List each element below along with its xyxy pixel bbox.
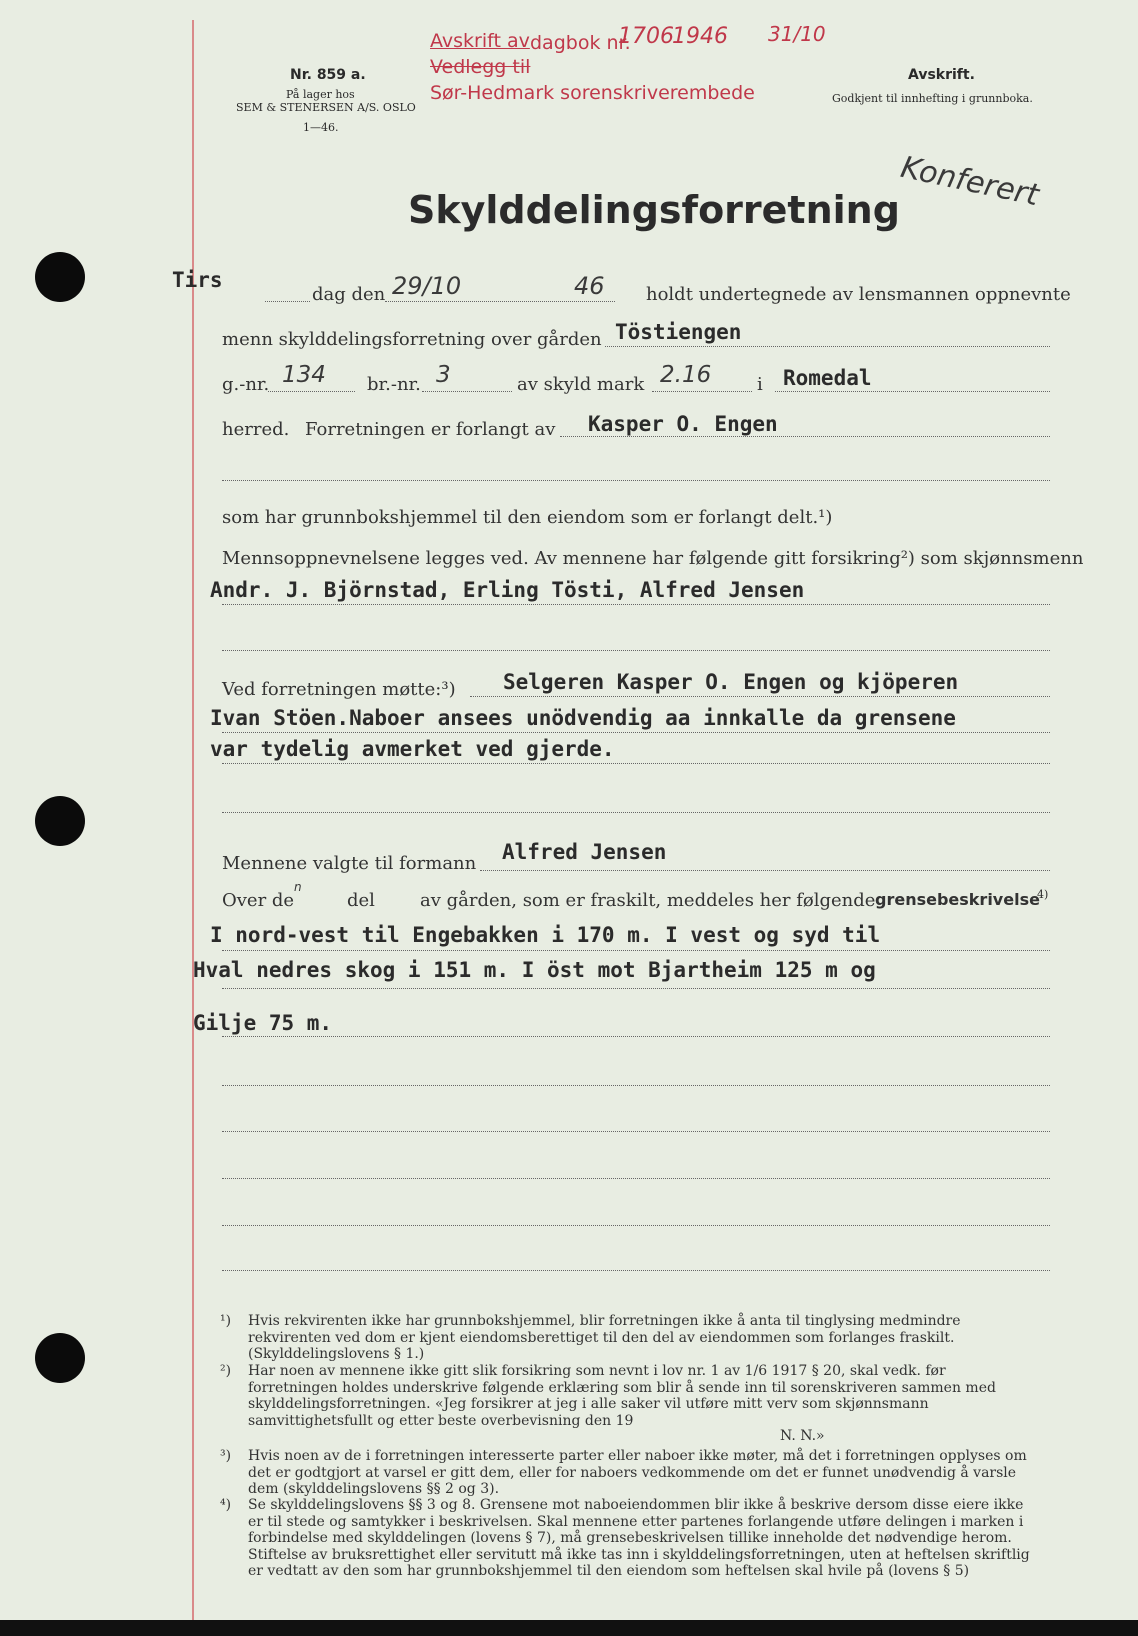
mennsopp-text: Mennsoppnevnelsene legges ved. Av mennene har følgende gitt forsikring²) som skjønnsmenn	[222, 548, 1084, 569]
stamp-year: 1946	[672, 24, 728, 49]
holdt-text: holdt undertegnede av lensmannen oppnevnte	[646, 284, 1071, 305]
date-day: 29/10	[392, 272, 462, 300]
weekday: Tirs	[172, 268, 223, 292]
herred-label: herred.	[222, 419, 290, 440]
gnr-label: g.-nr.	[222, 374, 270, 395]
farm-name: Töstiengen	[615, 320, 742, 344]
motte-line3: var tydelig avmerket ved gjerde.	[210, 737, 615, 761]
requester: Kasper O. Engen	[588, 412, 778, 436]
formann-name: Alfred Jensen	[502, 840, 667, 864]
skyld-label: av skyld mark	[517, 374, 645, 395]
stamp-dagbok-label: dagbok nr.	[530, 32, 631, 54]
desc-line3: Gilje 75 m.	[193, 1011, 333, 1035]
i-label: i	[757, 374, 763, 395]
date-year: 46	[574, 272, 605, 300]
del-label: del	[347, 890, 375, 911]
motte-line2: Ivan Stöen.Naboer ansees unödvendig aa innkalle da grensene	[210, 706, 956, 730]
footnote-3: ³) Hvis noen av de i forretningen interesserte parter eller naboer ikke møter, må det i forretningen opplyses om det er godtgjort at varsel er gitt dem, eller for naboers vedkommende om det er funnet unødvendig å varsle dem (skylddelingslovens §§ 2 og 3).	[220, 1448, 1027, 1497]
over-de-label: Over de	[222, 890, 295, 911]
punch-hole	[35, 1333, 85, 1383]
grensebeskrivelse-label: grensebeskrivelse	[875, 890, 1040, 909]
margin-line	[192, 20, 194, 1620]
over-de-sup: n	[294, 880, 302, 894]
stamp-dagbok-no: 1706	[618, 24, 674, 49]
brnr-label: br.-nr.	[367, 374, 421, 395]
stamp-office: Sør-Hedmark sorenskriverembede	[430, 82, 755, 104]
publisher-line2: SEM & STENERSEN A/S. OSLO	[236, 101, 416, 114]
fraskilt-text: av gården, som er fraskilt, meddeles her følgende	[420, 890, 876, 911]
gnr-value: 134	[282, 362, 326, 388]
stamp-avskrift: Avskrift av	[430, 30, 530, 52]
avskrift-label: Avskrift.	[908, 67, 975, 83]
brnr-value: 3	[436, 362, 451, 388]
desc-line1: I nord-vest til Engebakken i 170 m. I vest og syd til	[210, 923, 881, 947]
dag-den-label: dag den	[312, 284, 386, 305]
punch-hole	[35, 796, 85, 846]
handwritten-konferert: Konferert	[897, 150, 1042, 214]
footnote-2-signature: N. N.»	[780, 1428, 825, 1444]
grunnbok-text: som har grunnbokshjemmel til den eiendom som er forlangt delt.¹)	[222, 507, 833, 528]
motte-line1: Selgeren Kasper O. Engen og kjöperen	[503, 670, 959, 694]
form-number: Nr. 859 a.	[290, 67, 366, 83]
scan-edge	[0, 1620, 1138, 1636]
stamp-vedlegg: Vedlegg til	[430, 56, 531, 78]
stamp-date: 31/10	[768, 22, 826, 46]
motte-label: Ved forretningen møtte:³)	[222, 679, 456, 700]
desc-line2: Hval nedres skog i 151 m. I öst mot Bjartheim 125 m og	[193, 958, 876, 982]
forlangt-label: Forretningen er forlangt av	[305, 419, 556, 440]
edition: 1—46.	[303, 121, 339, 134]
herred-name: Romedal	[783, 366, 872, 390]
punch-hole	[35, 252, 85, 302]
footnote-1: ¹) Hvis rekvirenten ikke har grunnbokshjemmel, blir forretningen ikke å anta til tinglysing medmindre rekvirenten ved dom er kjent eiendomsberettiget til den del av eiendommen som forlanges fraskilt. (Skylddelingslovens § 1.)	[220, 1313, 961, 1362]
menn-text: menn skylddelingsforretning over gården	[222, 329, 602, 350]
footnote-2: ²) Har noen av mennene ikke gitt slik forsikring som nevnt i lov nr. 1 av 1/6 1917 § 20, skal vedk. før forretningen holdes underskrive følgende erklæring som blir å sende inn til sorenskriveren sammen med skylddelingsforretningen. «Jeg forsikrer at jeg i alle saker vil utføre mitt verv som skjønnsmann samvittighetsfullt og etter beste overbevisning den 19	[220, 1363, 996, 1429]
appraisers: Andr. J. Björnstad, Erling Tösti, Alfred Jensen	[210, 578, 805, 602]
skyld-value: 2.16	[660, 362, 712, 388]
approval-note: Godkjent til innhefting i grunnboka.	[832, 92, 1033, 105]
formann-label: Mennene valgte til formann	[222, 853, 477, 874]
grense-sup: 4)	[1037, 888, 1049, 901]
footnote-4: ⁴) Se skylddelingslovens §§ 3 og 8. Grensene mot naboeiendommen blir ikke å beskrive dersom disse eiere ikke er til stede og samtykker i beskrivelsen. Skal mennene etter partenes forlangende utføre delingen i marken i forbindelse med skylddelingen (lovens § 7), må grensebeskrivelsen tillike inneholde det nødvendige herom. Stiftelse av bruksrettighet eller servitutt må ikke tas inn i skylddelingsforretningen, uten at heftelsen skriftlig er vedtatt av den som har grunnbokshjemmel til den eiendom som heftelsen skal hvile på (lovens § 5)	[220, 1497, 1030, 1579]
publisher-line1: På lager hos	[286, 88, 355, 101]
page-title: Skylddelingsforretning	[408, 188, 900, 232]
